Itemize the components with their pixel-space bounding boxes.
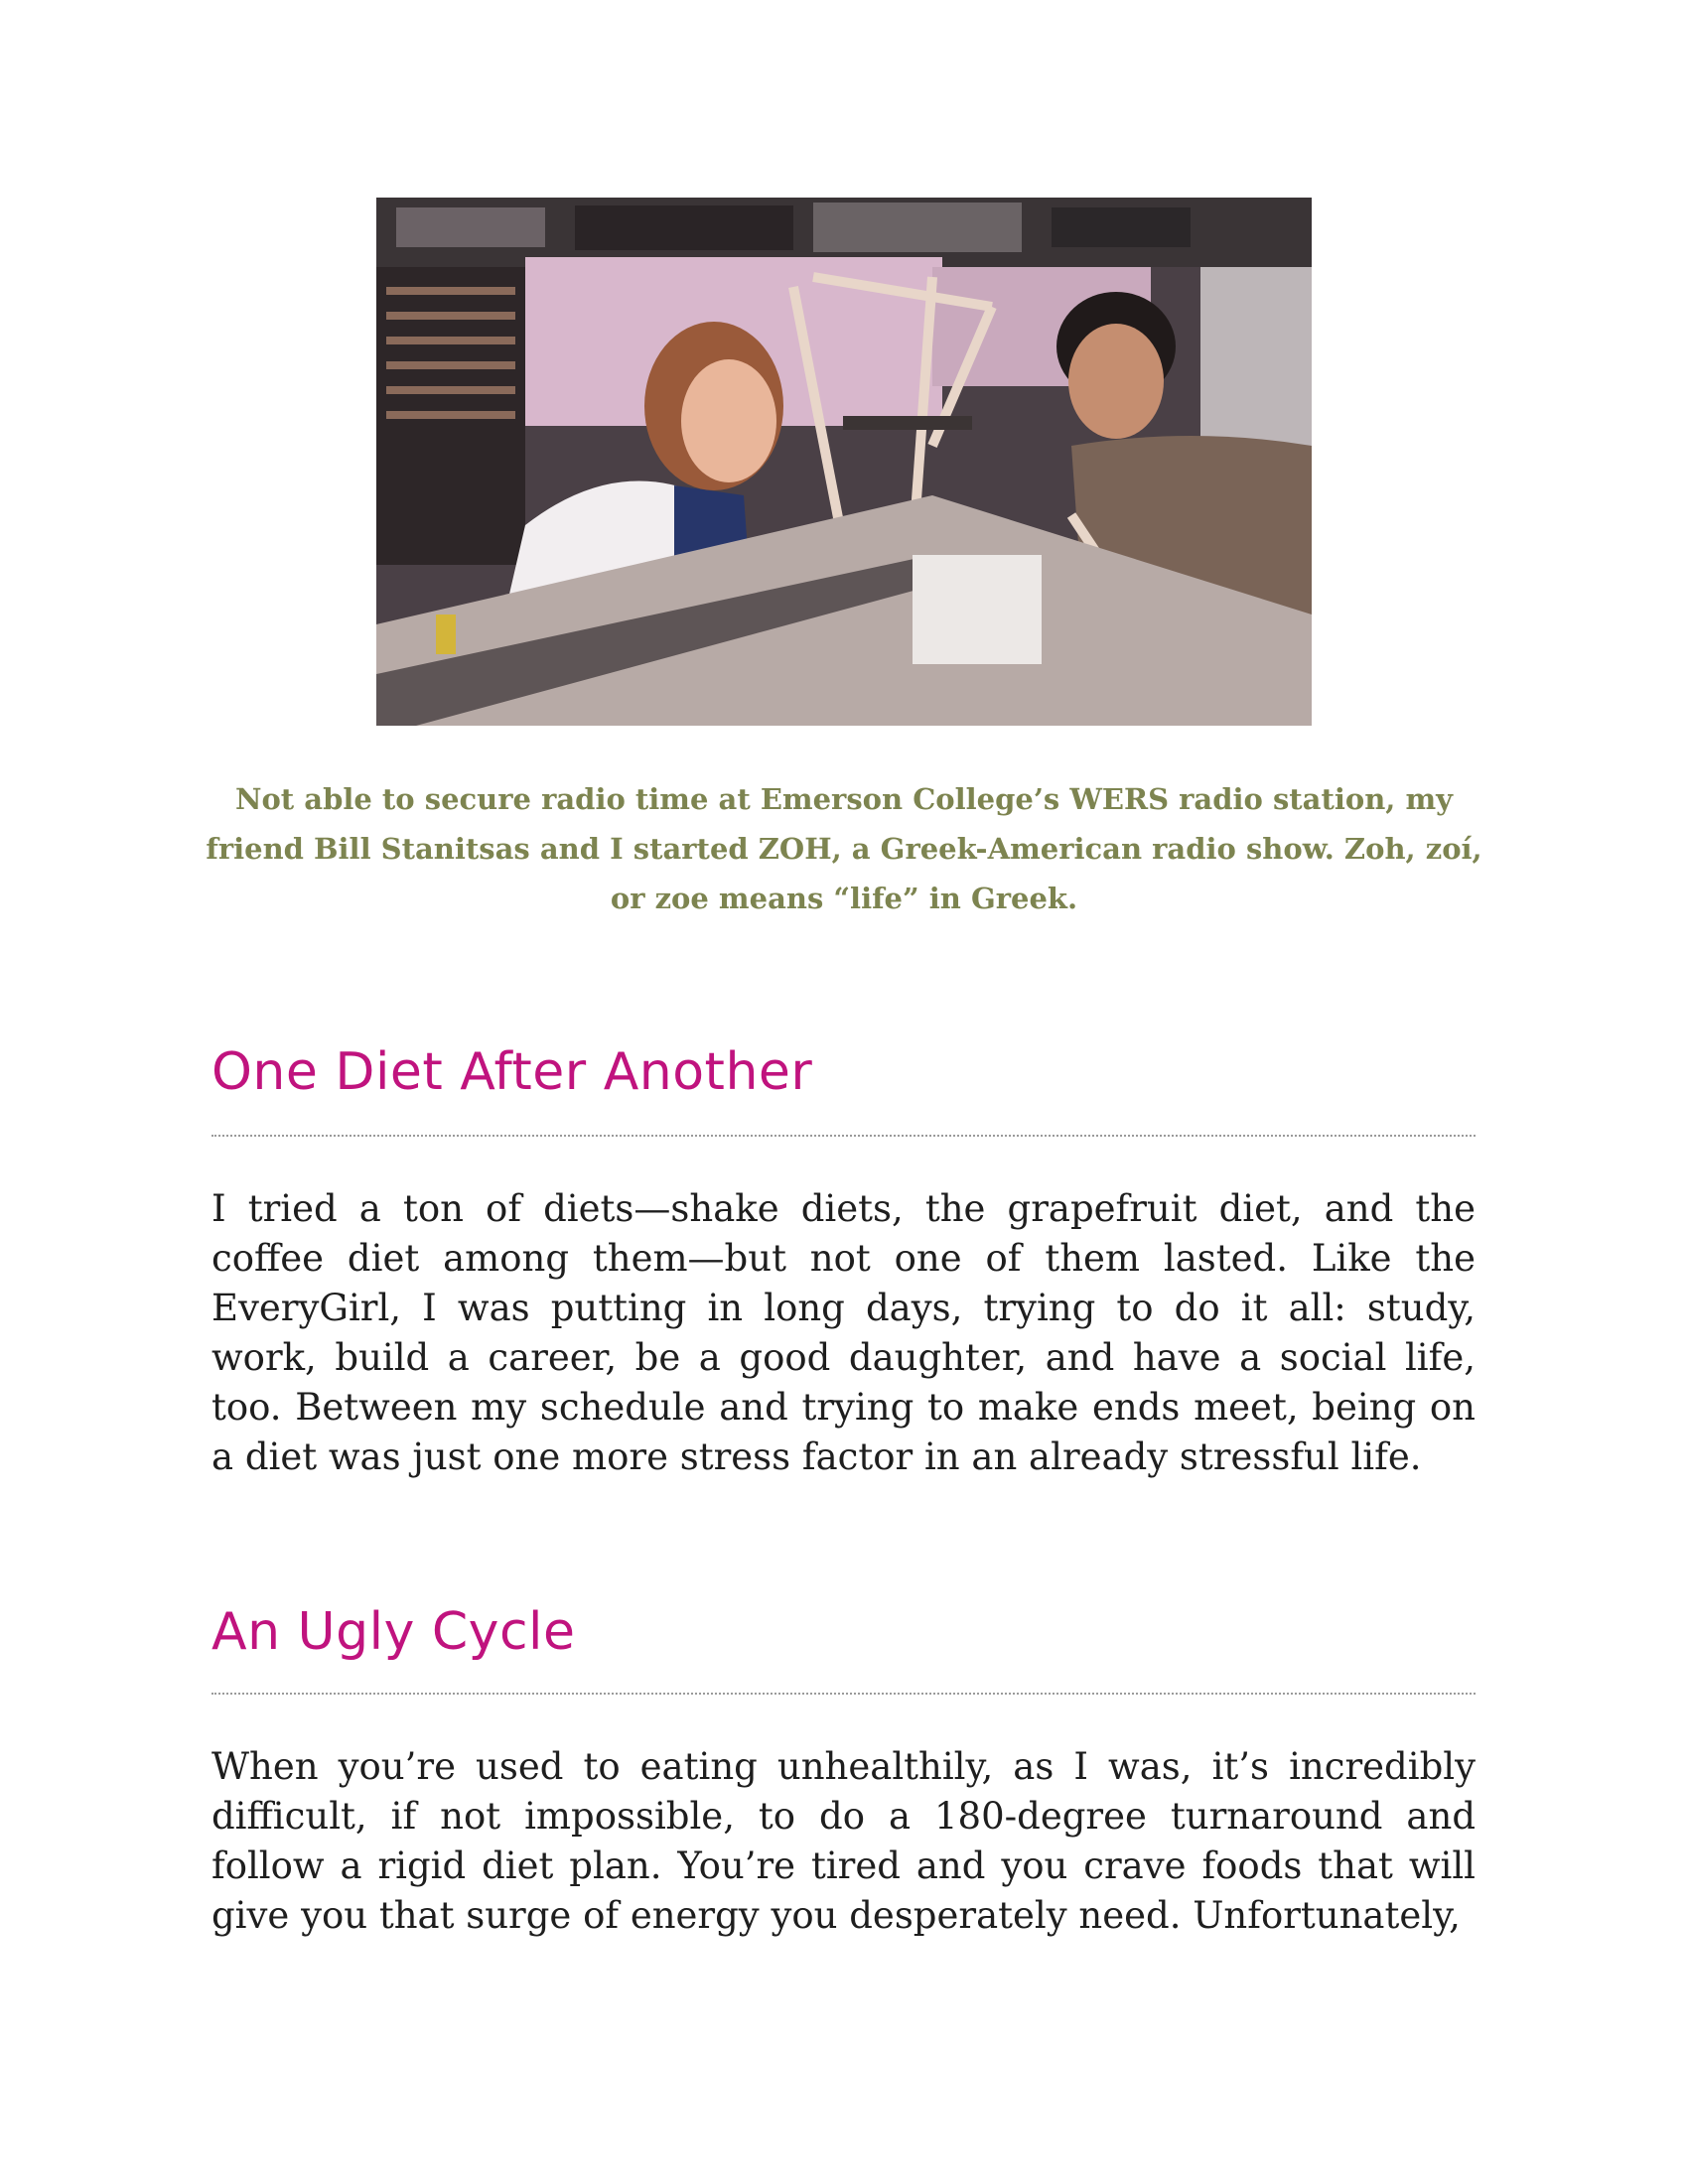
section-divider bbox=[211, 1135, 1476, 1137]
section-heading-one-diet: One Diet After Another bbox=[211, 1042, 813, 1102]
radio-studio-photo bbox=[376, 198, 1312, 726]
section-heading-ugly-cycle: An Ugly Cycle bbox=[211, 1602, 576, 1662]
paragraph-ugly-cycle: When you’re used to eating unhealthily, as I was, it’s incredibly difficult, if not impossible, to do a 180-degree turnaround and follow a rigid diet plan. You’re tired and you crave foods that will give you that surge of energy you desperately need. Unfortunately, bbox=[211, 1745, 1476, 1937]
section-divider bbox=[211, 1693, 1476, 1695]
photo-caption: Not able to secure radio time at Emerson College’s WERS radio station, my friend Bill Stanitsas and I started ZOH, a Greek-American radio show. Zoh, zoí, or zoe means “life” in Greek. bbox=[206, 782, 1482, 915]
paragraph-one-diet: I tried a ton of diets—shake diets, the grapefruit diet, and the coffee diet among them—but not one of them lasted. Like the EveryGirl, I was putting in long days, trying to do it all: study, work, build a career, be a good daughter, and have a social life, too. Between my schedule and trying to make ends meet, being on a diet was just one more stress factor in an already stressful life. bbox=[211, 1187, 1476, 1478]
